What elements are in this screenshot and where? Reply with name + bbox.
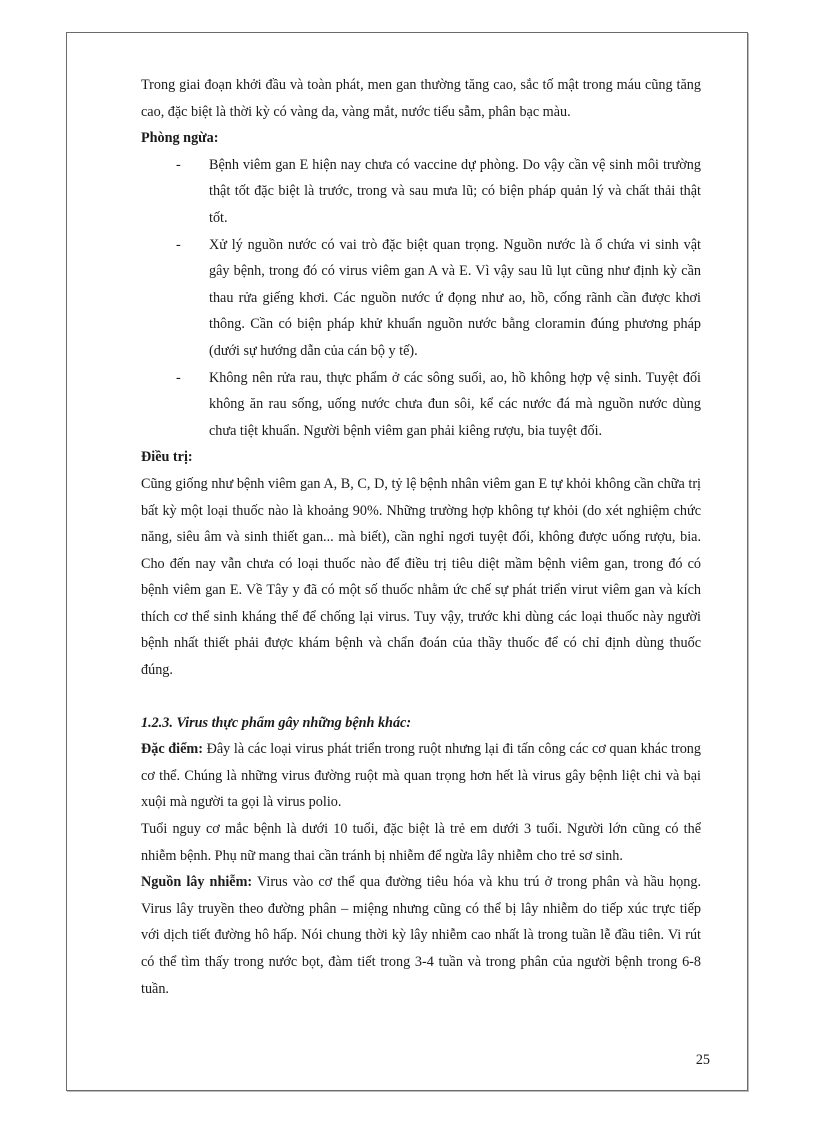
bullet-dash: - <box>176 236 181 253</box>
list-item <box>176 152 701 232</box>
document-body <box>141 72 701 1002</box>
bullet-dash: - <box>176 369 181 386</box>
prevention-heading: Phòng ngừa: <box>141 130 219 147</box>
treatment-heading: Điều trị: <box>141 449 193 466</box>
source-text: Virus vào cơ thể qua đường tiêu hóa và khu trú ở trong phân và hầu họng. Virus lây truyền theo đường phân – miệng nhưng cũng có thể bị lây nhiễm do tiếp xúc trực tiếp với dịch tiết đường hô hấp. Nói chung thời kỳ lây nhiễm cao nhất là trong tuần lễ đầu tiên. Vi rút có thể tìm thấy trong nước bọt, đàm tiết trong 3-4 tuần và trong phân của người bệnh trong 6-8 tuần. <box>141 874 701 997</box>
section-title: 1.2.3. Virus thực phẩm gây những bệnh khác: <box>141 714 412 731</box>
characteristics-label: Đặc điểm: <box>141 741 203 758</box>
source-paragraph <box>141 869 701 1002</box>
characteristics-paragraph <box>141 736 701 816</box>
bullet-dash: - <box>176 156 181 173</box>
intro-paragraph: Trong giai đoạn khởi đầu và toàn phát, men gan thường tăng cao, sắc tố mật trong máu cũng tăng cao, đặc biệt là thời kỳ có vàng da, vàng mắt, nước tiểu sẫm, phân bạc màu. <box>141 77 701 120</box>
treatment-paragraph: Cũng giống như bệnh viêm gan A, B, C, D, tỷ lệ bệnh nhân viêm gan E tự khỏi không cần chữa trị bất kỳ một loại thuốc nào là khoảng 90%. Những trường hợp không tự khỏi (do xét nghiệm chức năng, siêu âm và sinh thiết gan... mà biết), cần nghỉ ngơi tuyệt đối, không được uống rượu, bia. Cho đến nay vẫn chưa có loại thuốc nào để điều trị tiêu diệt mầm bệnh viêm gan, trong đó có bệnh viêm gan E. Về Tây y đã có một số thuốc nhằm ức chế sự phát triển virut viêm gan và kích thích cơ thể sinh kháng thể để chống lại virus. Tuy vậy, trước khi dùng các loại thuốc này người bệnh nhất thiết phải được khám bệnh và chẩn đoán của thầy thuốc để có chỉ định dùng thuốc đúng. <box>141 475 701 679</box>
list-item <box>176 365 701 445</box>
characteristics-text: Đây là các loại virus phát triển trong ruột nhưng lại đi tấn công các cơ quan khác trong cơ thể. Chúng là những virus đường ruột mà quan trọng hơn hết là virus gây bệnh liệt chi và bại xuội mà người ta gọi là virus polio. <box>141 741 701 811</box>
source-label: Nguồn lây nhiễm: <box>141 874 253 891</box>
list-item-text: Không nên rửa rau, thực phẩm ở các sông suối, ao, hồ không hợp vệ sinh. Tuyệt đối không ăn rau sống, uống nước chưa đun sôi, kể các nước đá mà nguồn nước dùng chưa tiệt khuẩn. Người bệnh viêm gan phải kiêng rượu, bia tuyệt đối. <box>209 369 701 439</box>
prevention-list <box>141 152 701 445</box>
list-item-text: Xử lý nguồn nước có vai trò đặc biệt quan trọng. Nguồn nước là ổ chứa vi sinh vật gây bệnh, trong đó có virus viêm gan A và E. Vì vậy sau lũ lụt cũng như định kỳ cần thau rửa giếng khơi. Các nguồn nước ứ đọng như ao, hồ, cống rãnh cần được khơi thông. Cần có biện pháp khử khuẩn nguồn nước bằng cloramin đúng phương pháp (dưới sự hướng dẫn của cán bộ y tế). <box>209 236 701 359</box>
age-paragraph: Tuổi nguy cơ mắc bệnh là dưới 10 tuổi, đặc biệt là trẻ em dưới 3 tuổi. Người lớn cũng có thể nhiễm bệnh. Phụ nữ mang thai cần tránh bị nhiễm để ngừa lây nhiễm cho trẻ sơ sinh. <box>141 821 701 864</box>
list-item <box>176 232 701 365</box>
list-item-text: Bệnh viêm gan E hiện nay chưa có vaccine dự phòng. Do vậy cần vệ sinh môi trường thật tốt đặc biệt là trước, trong và sau mưa lũ; có biện pháp quản lý và chất thải thật tốt. <box>209 156 701 226</box>
page-number: 25 <box>695 1052 710 1068</box>
